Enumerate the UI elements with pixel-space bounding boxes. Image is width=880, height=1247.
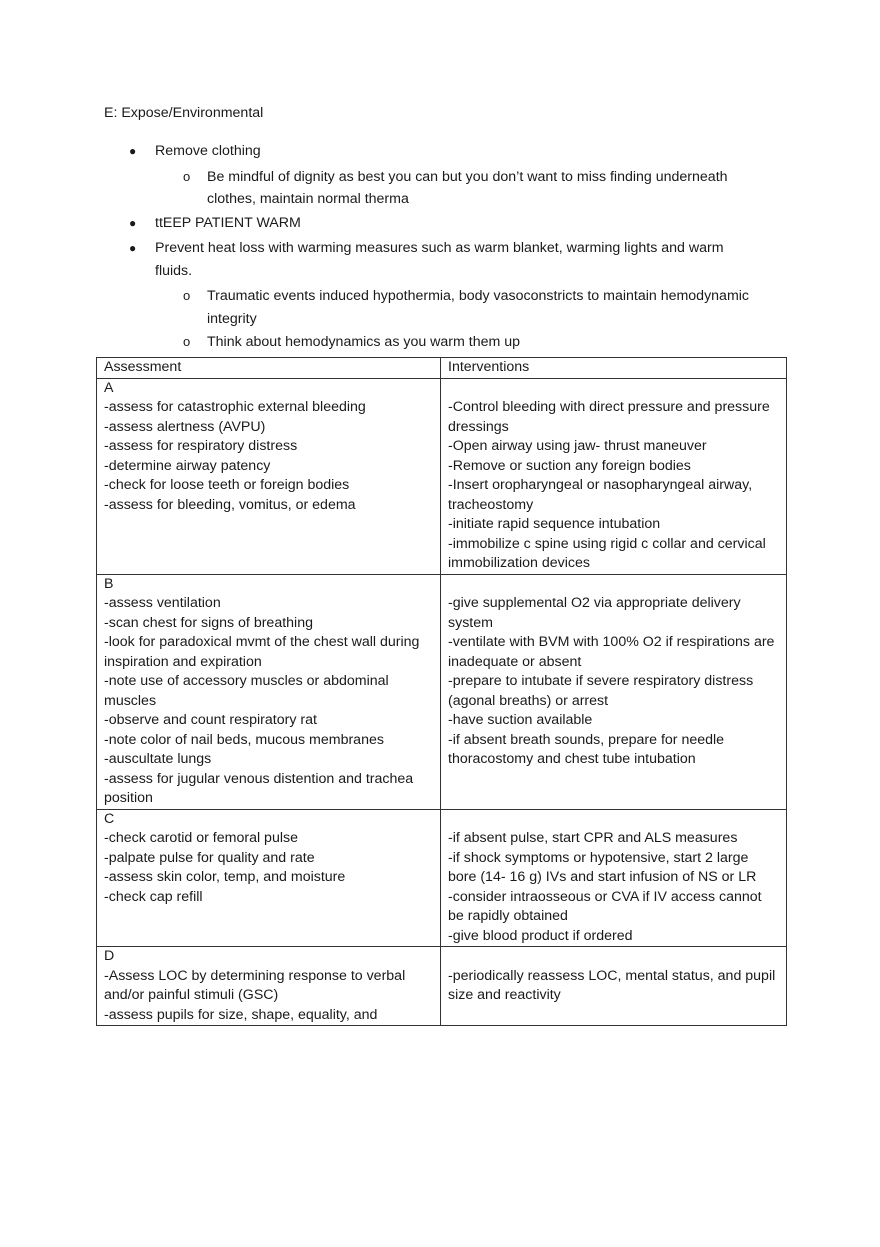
assessment-cell: B -assess ventilation -scan chest for signs of breathing -look for paradoxical mvmt of the chest wall during inspiration and expiration -note use of accessory muscles or abdominal muscles -observe and count respiratory rat -note color of nail beds, mucous membranes -auscultate lungs -assess for jugular venous distention and trachea position: [97, 574, 441, 809]
table-header-row: [97, 358, 787, 379]
sub-list-item: o Traumatic events induced hypothermia, body vasoconstricts to maintain hemodynamic integrity: [104, 285, 764, 330]
circle-bullet-icon: o: [183, 288, 191, 303]
interventions-cell: -if absent pulse, start CPR and ALS measures -if shock symptoms or hypotensive, start 2 large bore (14- 16 g) IVs and start infusion of NS or LR -consider intraosseous or CVA if IV access cannot be rapidly obtained -give blood product if ordered: [441, 809, 787, 947]
interventions-cell: -give supplemental O2 via appropriate delivery system -ventilate with BVM with 100% O2 if respirations are inadequate or absent -prepare to intubate if severe respiratory distress (agonal breaths) or arrest -have suction available -if absent breath sounds, prepare for needle thoracostomy and chest tube intubation: [441, 574, 787, 809]
section-letter: A: [104, 379, 114, 396]
interventions-cell: -periodically reassess LOC, mental status, and pupil size and reactivity: [441, 947, 787, 1026]
section-letter: B: [104, 575, 114, 592]
abcde-table: [96, 357, 787, 1026]
section-letter: C: [104, 810, 115, 827]
sub-list-item: o Be mindful of dignity as best you can but you don’t want to miss finding underneath clothes, maintain normal therma: [104, 166, 764, 211]
list-item: ● Prevent heat loss with warming measures such as warm blanket, warming lights and warm fluids.: [104, 237, 764, 282]
section-heading: E: Expose/Environmental: [104, 105, 264, 121]
table-row: [97, 809, 787, 947]
circle-bullet-icon: o: [183, 334, 191, 349]
assessment-cell: A -assess for catastrophic external bleeding -assess alertness (AVPU) -assess for respiratory distress -determine airway patency -check for loose teeth or foreign bodies -assess for bleeding, vomitus, or edema: [97, 378, 441, 574]
list-item: ● Remove clothing: [104, 140, 764, 163]
bullet-icon: ●: [129, 215, 137, 230]
circle-bullet-icon: o: [183, 168, 191, 184]
section-letter: D: [104, 948, 115, 964]
assessment-cell: C -check carotid or femoral pulse -palpate pulse for quality and rate -assess skin color, temp, and moisture -check cap refill: [97, 809, 441, 947]
bullet-icon: ●: [129, 241, 137, 255]
header-assessment: Assessment: [97, 358, 441, 379]
bullet-list: [104, 140, 764, 355]
table-row: [97, 378, 787, 574]
assessment-cell: D -Assess LOC by determining response to verbal and/or painful stimuli (GSC) -assess pupils for size, shape, equality, and: [97, 947, 441, 1026]
table-row: [97, 947, 787, 1026]
bullet-icon: ●: [129, 144, 137, 158]
list-item: ● ttEEP PATIENT WARM: [104, 212, 764, 235]
sub-list-item: o Think about hemodynamics as you warm them up: [104, 331, 764, 354]
header-interventions: Interventions: [441, 358, 787, 379]
table-row: [97, 574, 787, 809]
interventions-cell: -Control bleeding with direct pressure and pressure dressings -Open airway using jaw- thrust maneuver -Remove or suction any foreign bodies -Insert oropharyngeal or nasopharyngeal airway, tracheostomy -initiate rapid sequence intubation -immobilize c spine using rigid c collar and cervical immobilization devices: [441, 378, 787, 574]
